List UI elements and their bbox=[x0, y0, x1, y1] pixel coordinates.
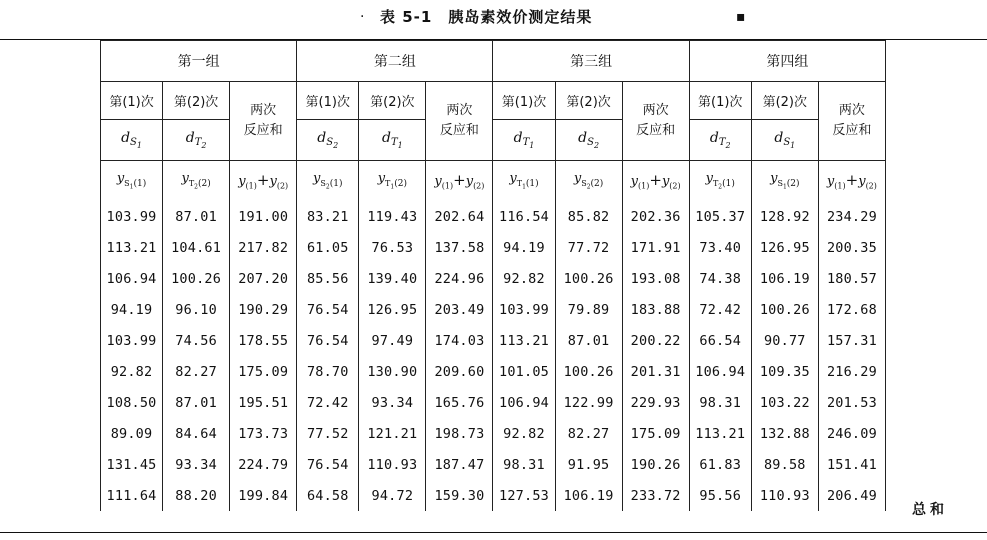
table-cell: 122.99 bbox=[555, 387, 622, 418]
table-cell: 131.45 bbox=[101, 449, 163, 480]
table-cell: 82.27 bbox=[555, 418, 622, 449]
dose-letter: T1 bbox=[390, 137, 403, 151]
dose-symbol: $d_{S_2}$ bbox=[317, 129, 339, 151]
dose-symbol: $d_{S_1}$ bbox=[121, 129, 142, 151]
response-subscript: S2(1) bbox=[320, 179, 343, 191]
table-cell: 193.08 bbox=[622, 263, 689, 294]
second-response-label bbox=[163, 161, 230, 202]
table-cell: 66.54 bbox=[689, 325, 751, 356]
table-cell: 159.30 bbox=[426, 480, 493, 511]
dose-index: 2 bbox=[333, 141, 339, 151]
response-index: 2 bbox=[586, 183, 591, 191]
dose-header-row bbox=[101, 120, 886, 161]
response-trial: (1) bbox=[133, 179, 147, 189]
dose-letter: T2 bbox=[718, 137, 731, 151]
table-cell: 87.01 bbox=[163, 201, 230, 232]
response-index: 2 bbox=[325, 183, 330, 191]
table-row bbox=[101, 480, 886, 511]
sum-formula-label: $y_{(1)}+y_{(2)}$ bbox=[818, 161, 885, 202]
table-cell: 106.94 bbox=[101, 263, 163, 294]
first-dose-label bbox=[689, 120, 751, 161]
table-cell: 88.20 bbox=[163, 480, 230, 511]
sum-header bbox=[818, 82, 885, 161]
table-cell: 175.09 bbox=[622, 418, 689, 449]
dose-index: 2 bbox=[593, 141, 600, 151]
table-cell: 234.29 bbox=[818, 201, 885, 232]
table-cell: 89.58 bbox=[751, 449, 818, 480]
response-subscript: S1(2) bbox=[777, 179, 800, 191]
dose-letter: T2 bbox=[194, 137, 207, 151]
table-cell: 113.21 bbox=[493, 325, 555, 356]
table-cell: 89.09 bbox=[101, 418, 163, 449]
first-count-header: 第(1)次 bbox=[101, 82, 163, 120]
table-cell: 97.49 bbox=[359, 325, 426, 356]
response-index: 1 bbox=[390, 183, 395, 191]
table-cell: 85.82 bbox=[555, 201, 622, 232]
table-cell: 100.26 bbox=[555, 356, 622, 387]
table-cell: 92.82 bbox=[101, 356, 163, 387]
first-count-header: 第(1)次 bbox=[297, 82, 359, 120]
table-cell: 98.31 bbox=[689, 387, 751, 418]
response-trial: (2) bbox=[197, 179, 211, 189]
second-dose-label bbox=[555, 120, 622, 161]
second-count-header: 第(2)次 bbox=[359, 82, 426, 120]
sum-header-line2: 反应和 bbox=[243, 123, 283, 138]
table-cell: 95.56 bbox=[689, 480, 751, 511]
table-cell: 110.93 bbox=[751, 480, 818, 511]
table-cell: 127.53 bbox=[493, 480, 555, 511]
table-cell: 90.77 bbox=[751, 325, 818, 356]
table-cell: 187.47 bbox=[426, 449, 493, 480]
first-response-label bbox=[689, 161, 751, 202]
table-cell: 106.19 bbox=[751, 263, 818, 294]
table-cell: 224.79 bbox=[230, 449, 297, 480]
table-cell: 190.29 bbox=[230, 294, 297, 325]
dose-letter: T1 bbox=[522, 137, 535, 151]
table-cell: 76.53 bbox=[359, 232, 426, 263]
first-dose-label bbox=[101, 120, 163, 161]
table-row bbox=[101, 356, 886, 387]
table-cell: 180.57 bbox=[818, 263, 885, 294]
count-header-row bbox=[101, 82, 886, 120]
table-row bbox=[101, 387, 886, 418]
second-count-header: 第(2)次 bbox=[555, 82, 622, 120]
table-cell: 94.19 bbox=[493, 232, 555, 263]
dose-letter: S2 bbox=[326, 137, 339, 151]
table-row bbox=[101, 418, 886, 449]
table-row bbox=[101, 201, 886, 232]
dose-symbol: $d_{S_2}$ bbox=[578, 129, 600, 151]
table-cell: 126.95 bbox=[751, 232, 818, 263]
dose-index: 1 bbox=[136, 141, 142, 151]
response-symbol: $y_{T_2(1)}$ bbox=[705, 171, 735, 191]
sum-header bbox=[426, 82, 493, 161]
table-cell: 175.09 bbox=[230, 356, 297, 387]
table-cell: 61.83 bbox=[689, 449, 751, 480]
dose-symbol: $d_{T_1}$ bbox=[381, 129, 403, 151]
table-cell: 199.84 bbox=[230, 480, 297, 511]
table-cell: 109.35 bbox=[751, 356, 818, 387]
sum-header bbox=[622, 82, 689, 161]
table-cell: 171.91 bbox=[622, 232, 689, 263]
table-cell: 178.55 bbox=[230, 325, 297, 356]
table-cell: 183.88 bbox=[622, 294, 689, 325]
table-title: 表 5-1 胰岛素效价测定结果 bbox=[380, 8, 593, 26]
table-cell: 132.88 bbox=[751, 418, 818, 449]
table-cell: 74.38 bbox=[689, 263, 751, 294]
table-cell: 93.34 bbox=[359, 387, 426, 418]
table-cell: 74.56 bbox=[163, 325, 230, 356]
table-cell: 82.27 bbox=[163, 356, 230, 387]
dose-letter: S1 bbox=[130, 137, 142, 151]
table-cell: 200.35 bbox=[818, 232, 885, 263]
response-subscript: T2(2) bbox=[188, 179, 211, 191]
dose-index: 1 bbox=[529, 141, 535, 151]
table-cell: 224.96 bbox=[426, 263, 493, 294]
response-symbol: $y_{S_1(2)}$ bbox=[770, 171, 800, 191]
table-cell: 200.22 bbox=[622, 325, 689, 356]
first-dose-label bbox=[493, 120, 555, 161]
response-trial: (2) bbox=[786, 179, 800, 189]
dose-letter: S1 bbox=[783, 137, 796, 151]
sum-header bbox=[230, 82, 297, 161]
response-symbol: $y_{T_1(1)}$ bbox=[509, 171, 539, 191]
table-cell: 92.82 bbox=[493, 263, 555, 294]
table-cell: 83.21 bbox=[297, 201, 359, 232]
group-header-row bbox=[101, 41, 886, 82]
dose-index: 2 bbox=[725, 141, 731, 151]
table-cell: 96.10 bbox=[163, 294, 230, 325]
y-label-row bbox=[101, 161, 886, 202]
table-cell: 100.26 bbox=[751, 294, 818, 325]
response-trial: (1) bbox=[329, 179, 343, 189]
table-cell: 98.31 bbox=[493, 449, 555, 480]
table-cell: 103.22 bbox=[751, 387, 818, 418]
table-bottom-rule bbox=[0, 532, 987, 533]
sum-header-line1: 两次 bbox=[446, 103, 473, 118]
table-cell: 233.72 bbox=[622, 480, 689, 511]
dose-letter: S2 bbox=[587, 137, 600, 151]
second-dose-label bbox=[359, 120, 426, 161]
sum-header-line2: 反应和 bbox=[636, 123, 676, 138]
table-cell: 92.82 bbox=[493, 418, 555, 449]
table-cell: 103.99 bbox=[101, 201, 163, 232]
table-cell: 76.54 bbox=[297, 449, 359, 480]
table-cell: 103.99 bbox=[101, 325, 163, 356]
first-response-label bbox=[297, 161, 359, 202]
table-cell: 76.54 bbox=[297, 325, 359, 356]
table-cell: 217.82 bbox=[230, 232, 297, 263]
table-cell: 72.42 bbox=[297, 387, 359, 418]
table-cell: 202.64 bbox=[426, 201, 493, 232]
dose-symbol: $d_{S_1}$ bbox=[774, 129, 796, 151]
dose-index: 1 bbox=[397, 141, 403, 151]
sum-header-line1: 两次 bbox=[642, 103, 669, 118]
table-cell: 207.20 bbox=[230, 263, 297, 294]
table-row bbox=[101, 325, 886, 356]
response-trial: (2) bbox=[590, 179, 604, 189]
table-cell: 201.53 bbox=[818, 387, 885, 418]
response-index: 2 bbox=[194, 183, 198, 191]
table-cell: 110.93 bbox=[359, 449, 426, 480]
second-dose-label bbox=[163, 120, 230, 161]
table-cell: 100.26 bbox=[555, 263, 622, 294]
dose-symbol: $d_{T_2}$ bbox=[709, 129, 731, 151]
table-cell: 126.95 bbox=[359, 294, 426, 325]
table-cell: 165.76 bbox=[426, 387, 493, 418]
second-dose-label bbox=[751, 120, 818, 161]
table-cell: 72.42 bbox=[689, 294, 751, 325]
second-response-label bbox=[751, 161, 818, 202]
second-count-header: 第(2)次 bbox=[163, 82, 230, 120]
table-cell: 195.51 bbox=[230, 387, 297, 418]
table-cell: 246.09 bbox=[818, 418, 885, 449]
first-response-label bbox=[493, 161, 555, 202]
group-header: 第四组 bbox=[689, 41, 885, 82]
first-dose-label bbox=[297, 120, 359, 161]
table-cell: 113.21 bbox=[101, 232, 163, 263]
table-cell: 106.19 bbox=[555, 480, 622, 511]
table-cell: 106.94 bbox=[689, 356, 751, 387]
table-row bbox=[101, 294, 886, 325]
second-response-label bbox=[555, 161, 622, 202]
table-cell: 157.31 bbox=[818, 325, 885, 356]
table-cell: 229.93 bbox=[622, 387, 689, 418]
first-response-label bbox=[101, 161, 163, 202]
table-cell: 209.60 bbox=[426, 356, 493, 387]
table-cell: 203.49 bbox=[426, 294, 493, 325]
table-row bbox=[101, 263, 886, 294]
table-cell: 190.26 bbox=[622, 449, 689, 480]
table-row bbox=[101, 232, 886, 263]
table-row bbox=[101, 449, 886, 480]
table-cell: 93.34 bbox=[163, 449, 230, 480]
table-cell: 172.68 bbox=[818, 294, 885, 325]
table-cell: 201.31 bbox=[622, 356, 689, 387]
table-cell: 79.89 bbox=[555, 294, 622, 325]
table-cell: 191.00 bbox=[230, 201, 297, 232]
table-cell: 64.58 bbox=[297, 480, 359, 511]
response-index: 1 bbox=[129, 183, 134, 191]
response-index: 2 bbox=[718, 183, 723, 191]
sum-formula-label: $y_{(1)}+y_{(2)}$ bbox=[622, 161, 689, 202]
table-cell: 108.50 bbox=[101, 387, 163, 418]
response-index: 1 bbox=[782, 183, 787, 191]
table-cell: 61.05 bbox=[297, 232, 359, 263]
table-cell: 87.01 bbox=[163, 387, 230, 418]
table-cell: 198.73 bbox=[426, 418, 493, 449]
table-cell: 101.05 bbox=[493, 356, 555, 387]
table-cell: 87.01 bbox=[555, 325, 622, 356]
sum-header-line1: 两次 bbox=[250, 103, 277, 118]
response-symbol: $y_{S_2(1)}$ bbox=[313, 171, 343, 191]
sum-header-line2: 反应和 bbox=[832, 123, 872, 138]
total-label: 总和 bbox=[912, 502, 948, 518]
response-subscript: T1(1) bbox=[516, 179, 539, 191]
dose-symbol: $d_{T_1}$ bbox=[513, 129, 535, 151]
response-trial: (1) bbox=[525, 179, 539, 189]
table-cell: 111.64 bbox=[101, 480, 163, 511]
second-response-label bbox=[359, 161, 426, 202]
table-caption bbox=[0, 6, 987, 28]
table-cell: 91.95 bbox=[555, 449, 622, 480]
table-cell: 202.36 bbox=[622, 201, 689, 232]
response-trial: (2) bbox=[394, 179, 407, 189]
response-symbol: $y_{S_1(1)}$ bbox=[116, 171, 147, 191]
table-cell: 73.40 bbox=[689, 232, 751, 263]
table-cell: 100.26 bbox=[163, 263, 230, 294]
table-cell: 137.58 bbox=[426, 232, 493, 263]
results-table bbox=[100, 40, 886, 511]
response-symbol: $y_{T_2(2)}$ bbox=[181, 171, 211, 191]
table-cell: 94.19 bbox=[101, 294, 163, 325]
table-cell: 77.52 bbox=[297, 418, 359, 449]
table-cell: 206.49 bbox=[818, 480, 885, 511]
caption-dot-right: ▪ bbox=[736, 9, 746, 25]
response-subscript: T2(1) bbox=[712, 179, 735, 191]
table-cell: 84.64 bbox=[163, 418, 230, 449]
table-cell: 119.43 bbox=[359, 201, 426, 232]
group-header: 第一组 bbox=[101, 41, 297, 82]
second-count-header: 第(2)次 bbox=[751, 82, 818, 120]
table-cell: 174.03 bbox=[426, 325, 493, 356]
table-cell: 173.73 bbox=[230, 418, 297, 449]
table-cell: 113.21 bbox=[689, 418, 751, 449]
table-cell: 139.40 bbox=[359, 263, 426, 294]
table-cell: 116.54 bbox=[493, 201, 555, 232]
dose-index: 1 bbox=[790, 141, 796, 151]
first-count-header: 第(1)次 bbox=[493, 82, 555, 120]
table-cell: 128.92 bbox=[751, 201, 818, 232]
table-cell: 78.70 bbox=[297, 356, 359, 387]
table-cell: 130.90 bbox=[359, 356, 426, 387]
response-symbol: $y_{S_2(2)}$ bbox=[573, 171, 604, 191]
table-cell: 151.41 bbox=[818, 449, 885, 480]
table-cell: 94.72 bbox=[359, 480, 426, 511]
response-index: 1 bbox=[522, 183, 526, 191]
sum-header-line2: 反应和 bbox=[439, 123, 479, 138]
caption-dot-left: · bbox=[360, 9, 365, 25]
response-symbol: $y_{T_1(2)}$ bbox=[377, 171, 407, 191]
response-trial: (1) bbox=[722, 179, 735, 189]
table-cell: 121.21 bbox=[359, 418, 426, 449]
sum-formula-label: $y_{(1)}+y_{(2)}$ bbox=[426, 161, 493, 202]
table-cell: 76.54 bbox=[297, 294, 359, 325]
response-subscript: T1(2) bbox=[385, 179, 407, 191]
table-cell: 103.99 bbox=[493, 294, 555, 325]
table-cell: 85.56 bbox=[297, 263, 359, 294]
sum-formula-label: $y_{(1)}+y_{(2)}$ bbox=[230, 161, 297, 202]
response-subscript: S1(1) bbox=[124, 179, 147, 191]
response-subscript: S2(2) bbox=[581, 179, 604, 191]
dose-symbol: $d_{T_2}$ bbox=[185, 129, 207, 151]
sum-header-line1: 两次 bbox=[838, 103, 865, 118]
table-cell: 106.94 bbox=[493, 387, 555, 418]
dose-index: 2 bbox=[201, 141, 207, 151]
first-count-header: 第(1)次 bbox=[689, 82, 751, 120]
group-header: 第三组 bbox=[493, 41, 689, 82]
table-cell: 77.72 bbox=[555, 232, 622, 263]
table-cell: 104.61 bbox=[163, 232, 230, 263]
table-cell: 216.29 bbox=[818, 356, 885, 387]
table-cell: 105.37 bbox=[689, 201, 751, 232]
group-header: 第二组 bbox=[297, 41, 493, 82]
